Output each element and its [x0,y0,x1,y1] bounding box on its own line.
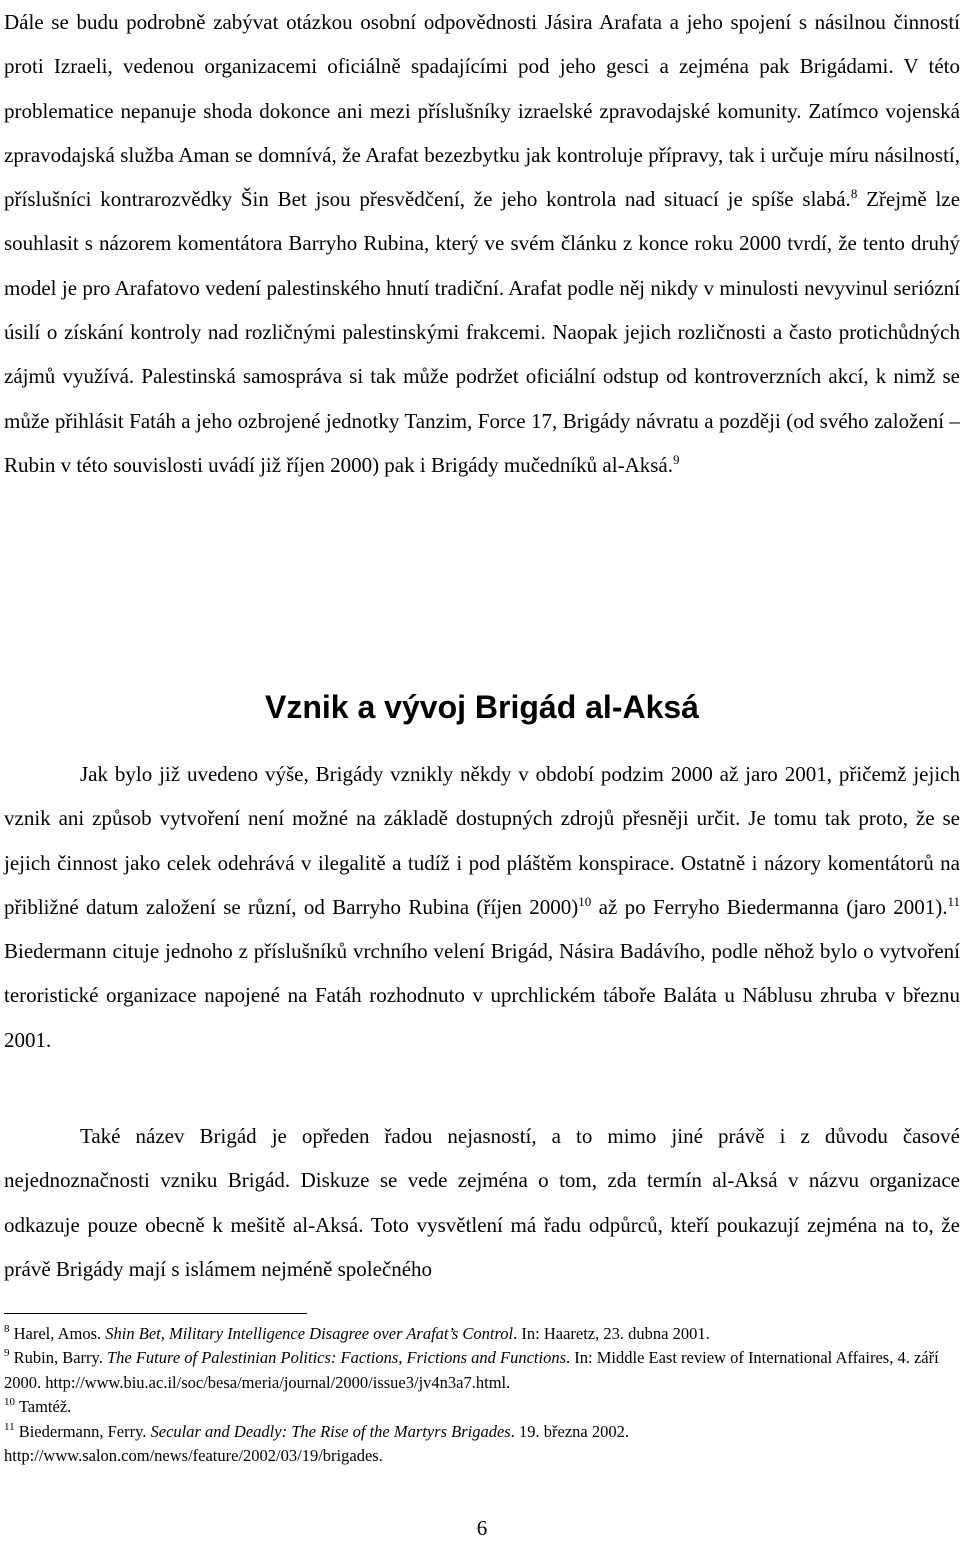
page-number: 6 [476,1516,488,1540]
footnote-source: . In: Haaretz, 23. dubna 2001. [513,1324,710,1343]
footnote-author: Rubin, Barry. [9,1348,107,1368]
footnote-8 [4,1322,960,1346]
footnote-ref-10[interactable]: 10 [578,893,592,909]
text-run: až po Ferryho Biedermanna (jaro 2001). [591,894,948,919]
footnote-number: 8 [4,1323,10,1336]
footnote-9 [4,1346,960,1395]
footnote-source[interactable]: . In: Middle East review of International Affaires, 4. září 2000. http://www.biu.ac.il/soc/besa/meria/journal/2000/issue3/jv4n3a7.html. [4,1348,939,1392]
footnote-author: Biedermann, Ferry. [14,1421,151,1441]
body-paragraph-3 [4,1114,960,1291]
footnote-author: Tamtéž. [15,1397,72,1417]
footnote-number: 11 [4,1420,15,1433]
footnote-ref-9[interactable]: 9 [673,451,680,467]
footnote-source[interactable]: . 19. března 2002. http://www.salon.com/news/feature/2002/03/19/brigades. [4,1421,629,1466]
body-paragraph-1 [4,0,960,487]
section-heading: Vznik a vývoj Brigád al-Aksá [265,689,699,725]
footnote-ref-11[interactable]: 11 [947,893,960,909]
text-run: Také název Brigád je opředen řadou nejasností, a to mimo jiné právě i z důvodu časové nejednoznačnosti vzniku Brigád. Diskuze se vede zejména o tom, zda termín al-Aksá v názvu organizace odkazuje pouze obecně k mešitě al-Aksá. Toto vysvětlení má řadu odpůrců, kteří poukazují zejména na to, že právě Brigády mají s islámem nejméně společného [4,1124,960,1281]
footnote-title: Shin Bet, Military Intelligence Disagree over Arafat’s Control [105,1324,514,1343]
footnote-number: 10 [4,1396,15,1409]
footnote-author: Harel, Amos. [9,1324,106,1343]
footnote-title: Secular and Deadly: The Rise of the Martyrs Brigades [150,1421,511,1441]
footnote-separator [4,1313,307,1314]
footnote-title: The Future of Palestinian Politics: Factions, Frictions and Functions [106,1348,567,1368]
footnote-11 [4,1420,960,1469]
footnote-10 [4,1395,960,1419]
footnotes [4,1322,960,1468]
footnote-number: 9 [4,1347,10,1360]
text-run: Jak bylo již uvedeno výše, Brigády vznikly někdy v období podzim 2000 až jaro 2001, přičemž jejich vznik ani způsob vytvoření není možné na základě dostupných zdrojů přesněji určit. Je tomu tak proto, že se jejich činnost jako celek odehrává v ilegalitě a tudíž i pod pláštěm konspirace. Ostatně i názory komentátorů na přibližné datum založení se různí, od Barryho Rubina (říjen 2000) [4,762,960,919]
text-run: Zřejmě lze souhlasit s názorem komentátora Barryho Rubina, který ve svém článku z konce roku 2000 tvrdí, že tento druhý model je pro Arafatovo vedení palestinského hnutí tradiční. Arafat podle něj nikdy v minulosti nevyvinul seriózní úsilí o získání kontroly nad rozličnými palestinskými frakcemi. Naopak jejich rozličnosti a často protichůdných zájmů využívá. Palestinská samospráva si tak může podržet oficiální odstup od kontroverzních akcí, k nimž se může přihlásit Fatáh a jeho ozbrojené jednotky Tanzim, Force 17, Brigády návratu a později (od svého založení – Rubin v této souvislosti uvádí již říjen 2000) pak i Brigády mučedníků al-Aksá. [4,187,960,477]
body-paragraph-2 [4,752,960,1062]
footnote-ref-8[interactable]: 8 [850,186,858,202]
text-run: Biedermann cituje jednoho z příslušníků vrchního velení Brigád, Násira Badávího, podle něhož bylo o vytvoření teroristické organizace napojené na Fatáh rozhodnuto v uprchlickém táboře Baláta u Náblusu zhruba v březnu 2001. [4,939,960,1052]
text-run: Dále se budu podrobně zabývat otázkou osobní odpovědnosti Jásira Arafata a jeho spojení s násilnou činností proti Izraeli, vedenou organizacemi oficiálně spadajícími pod jeho gesci a zejména pak Brigádami. V této problematice nepanuje shoda dokonce ani mezi příslušníky izraelské zpravodajské komunity. Zatímco vojenská zpravodajská služba Aman se domnívá, že Arafat bezezbytku jak kontroluje přípravy, tak i určuje míru násilností, příslušníci kontrarozvědky Šin Bet jsou přesvědčení, že jeho kontrola nad situací je spíše slabá. [4,10,960,212]
